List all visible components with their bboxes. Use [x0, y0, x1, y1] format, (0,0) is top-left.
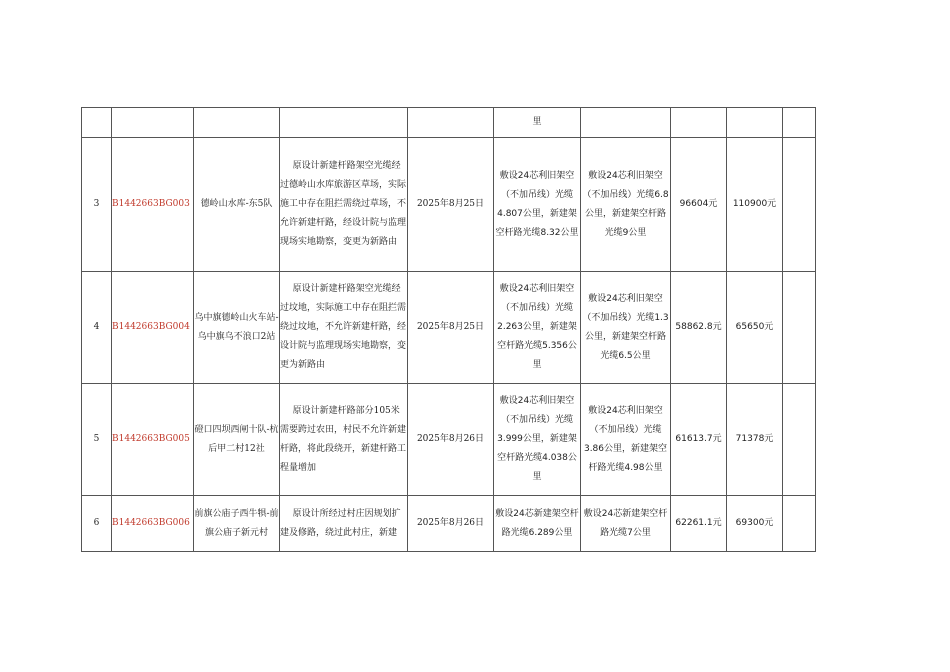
cost-before: 58862.8元 — [671, 272, 727, 384]
change-reason-text: 原设计新建杆路部分105米需要跨过农田，村民不允许新建杆路，将此段绕开，新建杆路工程量增加 — [280, 405, 407, 473]
content-after: 敷设24芯利旧架空（不加吊线）光缆3.86公里，新建架空杆路光缆4.98公里 — [581, 384, 671, 496]
cell-empty — [671, 108, 727, 138]
table-row — [82, 138, 816, 272]
content-after: 敷设24芯利旧架空（不加吊线）光缆6.8公里，新建架空杆路光缆9公里 — [581, 138, 671, 272]
cell-empty — [783, 384, 816, 496]
cell-empty — [783, 272, 816, 384]
cell-empty — [783, 496, 816, 552]
change-table — [81, 107, 816, 552]
content-after: 敷设24芯新建架空杆路光缆7公里 — [581, 496, 671, 552]
cell-empty — [581, 108, 671, 138]
change-reason — [280, 138, 408, 272]
change-reason — [280, 272, 408, 384]
content-before: 敷设24芯新建架空杆路光缆6.289公里 — [494, 496, 581, 552]
cost-after: 110900元 — [727, 138, 783, 272]
change-reason-text: 原设计所经过村庄因规划扩建及修路，绕过此村庄，新建 — [280, 508, 401, 538]
change-reason-text: 原设计新建杆路架空光缆经过坟地，实际施工中存在阻拦需绕过坟地，不允许新建杆路，经设计院与监理现场实地勘察，变更为新路由 — [280, 284, 407, 370]
site-name: 前旗公庙子西牛犋-前旗公庙子新元村 — [194, 496, 280, 552]
cell-empty — [783, 138, 816, 272]
site-name: 乌中旗德岭山火车站-乌中旗乌不浪口2站 — [194, 272, 280, 384]
cell-empty — [194, 108, 280, 138]
change-date: 2025年8月25日 — [408, 138, 494, 272]
change-code: B1442663BG004 — [112, 272, 194, 384]
cost-before: 62261.1元 — [671, 496, 727, 552]
cost-after: 69300元 — [727, 496, 783, 552]
row-number: 4 — [82, 272, 112, 384]
cell-empty — [783, 108, 816, 138]
row-number: 6 — [82, 496, 112, 552]
cost-after: 65650元 — [727, 272, 783, 384]
cell-empty — [408, 108, 494, 138]
change-reason — [280, 384, 408, 496]
cell-empty — [280, 108, 408, 138]
change-code: B1442663BG005 — [112, 384, 194, 496]
content-before: 敷设24芯利旧架空（不加吊线）光缆3.999公里，新建架空杆路光缆4.038公里 — [494, 384, 581, 496]
table-row — [82, 272, 816, 384]
row-number: 3 — [82, 138, 112, 272]
change-date: 2025年8月26日 — [408, 384, 494, 496]
content-before: 敷设24芯利旧架空（不加吊线）光缆4.807公里，新建架空杆路光缆8.32公里 — [494, 138, 581, 272]
cell-empty — [82, 108, 112, 138]
content-before: 敷设24芯利旧架空（不加吊线）光缆2.263公里，新建架空杆路光缆5.356公里 — [494, 272, 581, 384]
cost-before: 61613.7元 — [671, 384, 727, 496]
site-name: 磴口四坝西闸十队-杭后甲二村12社 — [194, 384, 280, 496]
table-row — [82, 496, 816, 552]
change-code: B1442663BG003 — [112, 138, 194, 272]
change-date: 2025年8月26日 — [408, 496, 494, 552]
table-row — [82, 384, 816, 496]
change-reason-text: 原设计新建杆路架空光缆经过德岭山水库旅游区草场，实际施工中存在阻拦需绕过草场，不允许新建杆路，经设计院与监理现场实地勘察，变更为新路由 — [280, 161, 407, 247]
change-reason — [280, 496, 408, 552]
change-date: 2025年8月25日 — [408, 272, 494, 384]
cost-after: 71378元 — [727, 384, 783, 496]
cell-empty — [112, 108, 194, 138]
row-number: 5 — [82, 384, 112, 496]
change-code: B1442663BG006 — [112, 496, 194, 552]
cell-before-continuation: 里 — [494, 108, 581, 138]
table-row-continuation — [82, 108, 816, 138]
site-name: 德岭山水库-东5队 — [194, 138, 280, 272]
cell-empty — [727, 108, 783, 138]
cost-before: 96604元 — [671, 138, 727, 272]
content-after: 敷设24芯利旧架空（不加吊线）光缆1.3公里，新建架空杆路光缆6.5公里 — [581, 272, 671, 384]
